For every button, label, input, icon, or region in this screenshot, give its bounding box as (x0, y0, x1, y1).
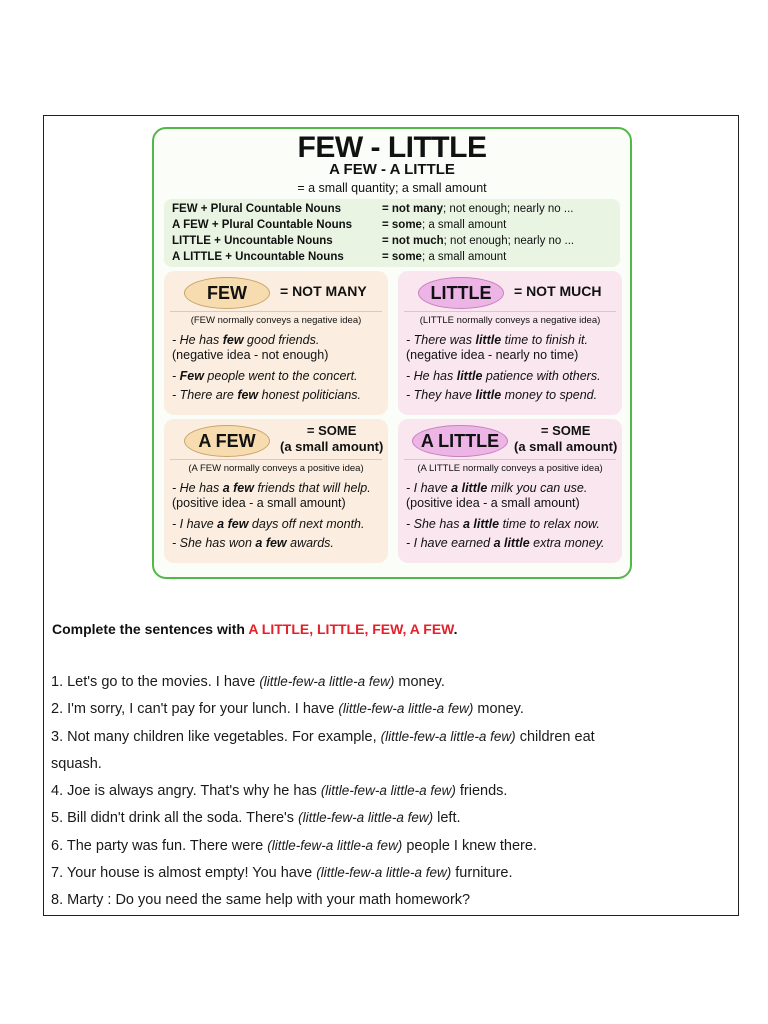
grammar-poster (152, 127, 632, 579)
rule-meaning: = some; a small amount (382, 219, 507, 231)
little-label: LITTLE (418, 277, 504, 309)
little-example-3: - They have little money to spend. (406, 388, 598, 402)
a-little-label: A LITTLE (412, 425, 508, 457)
exercise-item-7: 7. Your house is almost empty! You have (little-few-a little-a few) furniture. (51, 865, 513, 881)
answer-options: A LITTLE, LITTLE, FEW, A FEW (248, 621, 454, 637)
rule-meaning: = not many; not enough; nearly no ... (382, 203, 574, 215)
rule-left: A FEW + Plural Countable Nouns (172, 219, 353, 231)
exercise-item-3-cont: squash. (51, 756, 102, 772)
poster-definition: = a small quantity; a small amount (297, 181, 487, 195)
a-few-meaning: = SOME (a small amount) (280, 423, 384, 454)
rule-left: FEW + Plural Countable Nouns (172, 203, 341, 215)
a-little-example-1-note: (positive idea - a small amount) (406, 496, 580, 510)
exercise-item-2: 2. I'm sorry, I can't pay for your lunch. I have (little-few-a little-a few) money. (51, 701, 524, 717)
exercise-item-3: 3. Not many children like vegetables. For example, (little-few-a little-a few) children eat (51, 729, 595, 745)
little-example-1-note: (negative idea - nearly no time) (406, 348, 579, 362)
little-example-2: - He has little patience with others. (406, 369, 601, 383)
few-example-1: - He has few good friends. (172, 333, 320, 347)
exercise-item-8: 8. Marty : Do you need the same help with your math homework? (51, 892, 471, 908)
a-little-box (398, 419, 622, 563)
a-few-example-1-note: (positive idea - a small amount) (172, 496, 346, 510)
rules-panel (164, 199, 620, 267)
few-meaning: = NOT MANY (280, 283, 367, 299)
rule-left: A LITTLE + Uncountable Nouns (172, 251, 344, 263)
a-little-idea: (A LITTLE normally conveys a positive idea) (404, 459, 616, 474)
few-example-2: - Few people went to the concert. (172, 369, 358, 383)
a-few-example-2: - I have a few days off next month. (172, 517, 365, 531)
rule-meaning: = some; a small amount (382, 251, 507, 263)
few-idea: (FEW normally conveys a negative idea) (170, 311, 382, 326)
little-example-1: - There was little time to finish it. (406, 333, 589, 347)
little-meaning: = NOT MUCH (514, 283, 602, 299)
exercise-instruction: Complete the sentences with A LITTLE, LITTLE, FEW, A FEW. (52, 621, 458, 637)
a-little-example-3: - I have earned a little extra money. (406, 536, 605, 550)
a-few-example-3: - She has won a few awards. (172, 536, 334, 550)
exercise-item-5: 5. Bill didn't drink all the soda. There's (little-few-a little-a few) left. (51, 810, 461, 826)
a-little-example-1: - I have a little milk you can use. (406, 481, 588, 495)
a-little-meaning: = SOME (a small amount) (514, 423, 618, 454)
a-few-example-1: - He has a few friends that will help. (172, 481, 371, 495)
a-few-idea: (A FEW normally conveys a positive idea) (170, 459, 382, 474)
little-box (398, 271, 622, 415)
rule-left: LITTLE + Uncountable Nouns (172, 235, 333, 247)
exercise-item-6: 6. The party was fun. There were (little-few-a little-a few) people I knew there. (51, 838, 537, 854)
few-box (164, 271, 388, 415)
poster-title: FEW - LITTLE (297, 131, 487, 164)
few-example-1-note: (negative idea - not enough) (172, 348, 329, 362)
few-example-3: - There are few honest politicians. (172, 388, 361, 402)
a-few-label: A FEW (184, 425, 270, 457)
little-idea: (LITTLE normally conveys a negative idea) (404, 311, 616, 326)
exercise-item-4: 4. Joe is always angry. That's why he has (little-few-a little-a few) friends. (51, 783, 508, 799)
few-label: FEW (184, 277, 270, 309)
a-little-example-2: - She has a little time to relax now. (406, 517, 600, 531)
exercise-item-1: 1. Let's go to the movies. I have (little-few-a little-a few) money. (51, 674, 445, 690)
rule-meaning: = not much; not enough; nearly no ... (382, 235, 575, 247)
poster-subtitle: A FEW - A LITTLE (329, 161, 455, 178)
a-few-box (164, 419, 388, 563)
